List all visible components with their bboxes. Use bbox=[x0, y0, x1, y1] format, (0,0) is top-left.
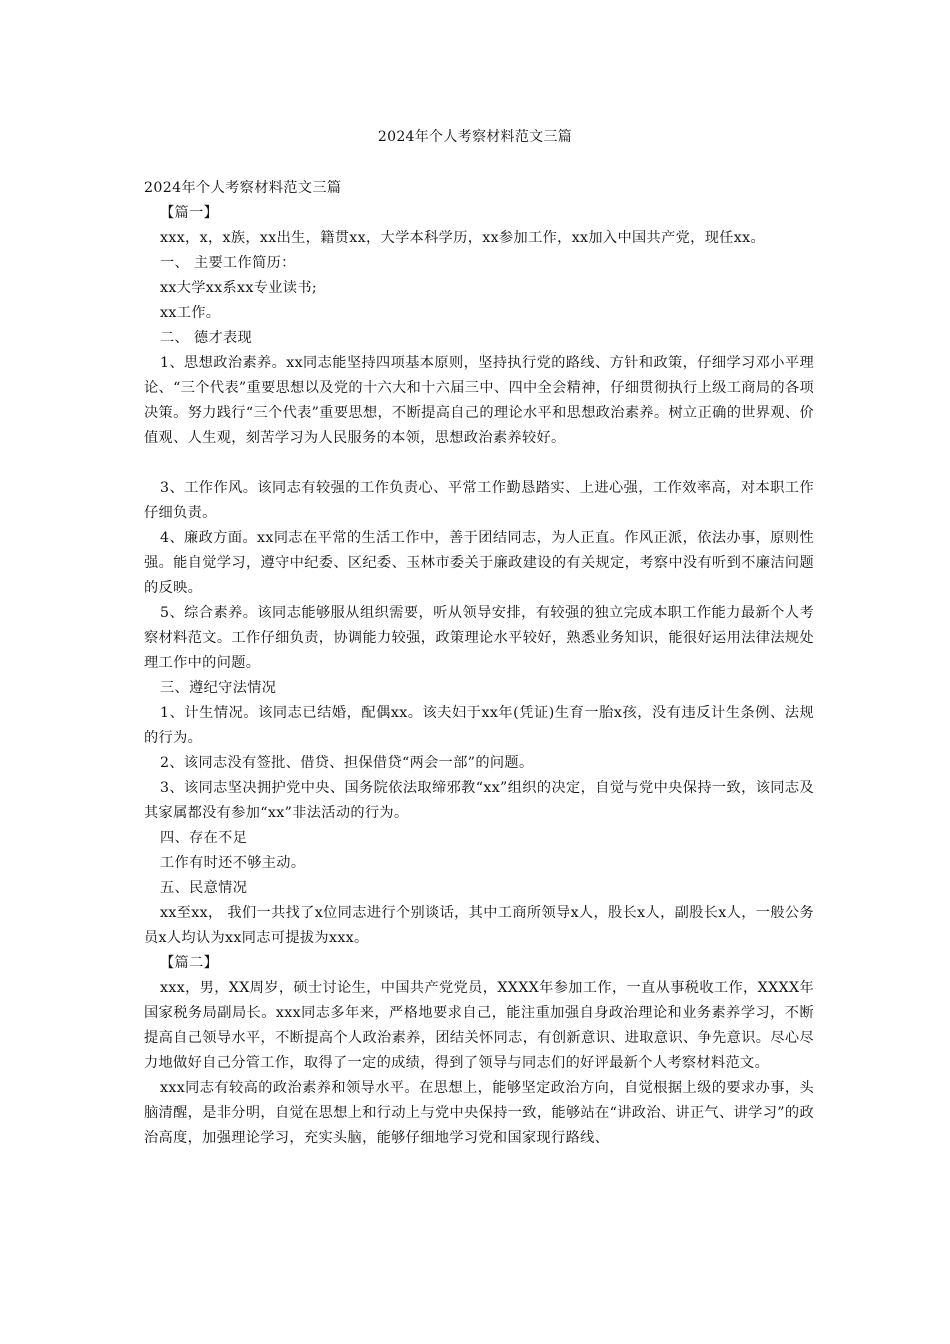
paragraph: 工作有时还不够主动。 bbox=[160, 855, 306, 871]
paragraph: 3、工作作风。该同志有较强的工作负责心、平常工作勤恳踏实、上进心强，工作效率高，对本职工作仔细负责。 bbox=[144, 480, 814, 521]
section-heading-part-two: 【篇二】 bbox=[160, 955, 219, 971]
paragraph: xx工作。 bbox=[160, 305, 221, 321]
paragraph: xxx，x，x族，xx出生，籍贯xx，大学本科学历，xx参加工作，xx加入中国共产党，现任xx。 bbox=[160, 230, 766, 246]
section-heading-part-one: 【篇一】 bbox=[160, 205, 219, 221]
section-heading: 三、遵纪守法情况 bbox=[160, 680, 277, 696]
paragraph: 3、该同志坚决拥护党中央、国务院依法取缔邪教“xx”组织的决定，自觉与党中央保持一致，该同志及其家属都没有参加“xx”非法活动的行为。 bbox=[144, 780, 814, 821]
paragraph: 1、计生情况。该同志已结婚，配偶xx。该夫妇于xx年(凭证)生育一胎x孩，没有违反计生条例、法规的行为。 bbox=[144, 705, 814, 746]
paragraph: 4、廉政方面。xx同志在平常的生活工作中，善于团结同志，为人正直。作风正派，依法办事，原则性强。能自觉学习，遵守中纪委、区纪委、玉林市委关于廉政建设的有关规定，考察中没有听到不廉洁问题的反映。 bbox=[144, 530, 814, 596]
paragraph: xxx，男，XX周岁，硕士讨论生，中国共产党党员，XXXX年参加工作，一直从事税收工作，XXXX年国家税务局副局长。xxx同志多年来，严格地要求自己，能注重加强自身政治理论和业务素养学习，不断提高自己领导水平，不断提高个人政治素养，团结关怀同志，有创新意识、进取意识、争先意识。尽心尽力地做好自己分管工作，取得了一定的成绩，得到了领导与同志们的好评最新个人考察材料范文。 bbox=[144, 980, 814, 1071]
paragraph: 1、思想政治素养。xx同志能坚持四项基本原则，坚持执行党的路线、方针和政策，仔细学习邓小平理论、“三个代表”重要思想以及党的十六大和十六届三中、四中全会精神，仔细贯彻执行上级工商局的各项决策。努力践行“三个代表”重要思想，不断提高自己的理论水平和思想政治素养。树立正确的世界观、价值观、人生观，刻苦学习为人民服务的本领，思想政治素养较好。 bbox=[144, 355, 814, 446]
blank-line bbox=[144, 451, 814, 476]
document-body bbox=[144, 176, 814, 1151]
paragraph: xx至xx， 我们一共找了x位同志进行个别谈话，其中工商所领导x人，股长x人，副股长x人，一般公务员x人均认为xx同志可提拔为xxx。 bbox=[144, 905, 814, 946]
paragraph: 2、该同志没有签批、借贷、担保借贷“两会一部”的问题。 bbox=[160, 755, 534, 771]
section-heading: 二、 德才表现 bbox=[160, 330, 253, 346]
paragraph: xx大学xx系xx专业读书; bbox=[160, 280, 318, 296]
paragraph: xxx同志有较高的政治素养和领导水平。在思想上，能够坚定政治方向，自觉根据上级的要求办事，头脑清醒，是非分明，自觉在思想上和行动上与党中央保持一致，能够站在“讲政治、讲正气、讲学习”的政治高度，加强理论学习，充实头脑，能够仔细地学习党和国家现行路线、 bbox=[144, 1080, 814, 1146]
section-heading: 一、 主要工作简历： bbox=[160, 255, 296, 271]
paragraph: 5、综合素养。该同志能够服从组织需要，听从领导安排，有较强的独立完成本职工作能力最新个人考察材料范文。工作仔细负责，协调能力较强，政策理论水平较好，熟悉业务知识，能很好运用法律法规处理工作中的问题。 bbox=[144, 605, 814, 671]
document-title: 2024年个人考察材料范文三篇 bbox=[377, 129, 573, 145]
section-heading: 五、民意情况 bbox=[160, 880, 248, 896]
document-subtitle: 2024年个人考察材料范文三篇 bbox=[144, 180, 342, 196]
section-heading: 四、存在不足 bbox=[160, 830, 248, 846]
